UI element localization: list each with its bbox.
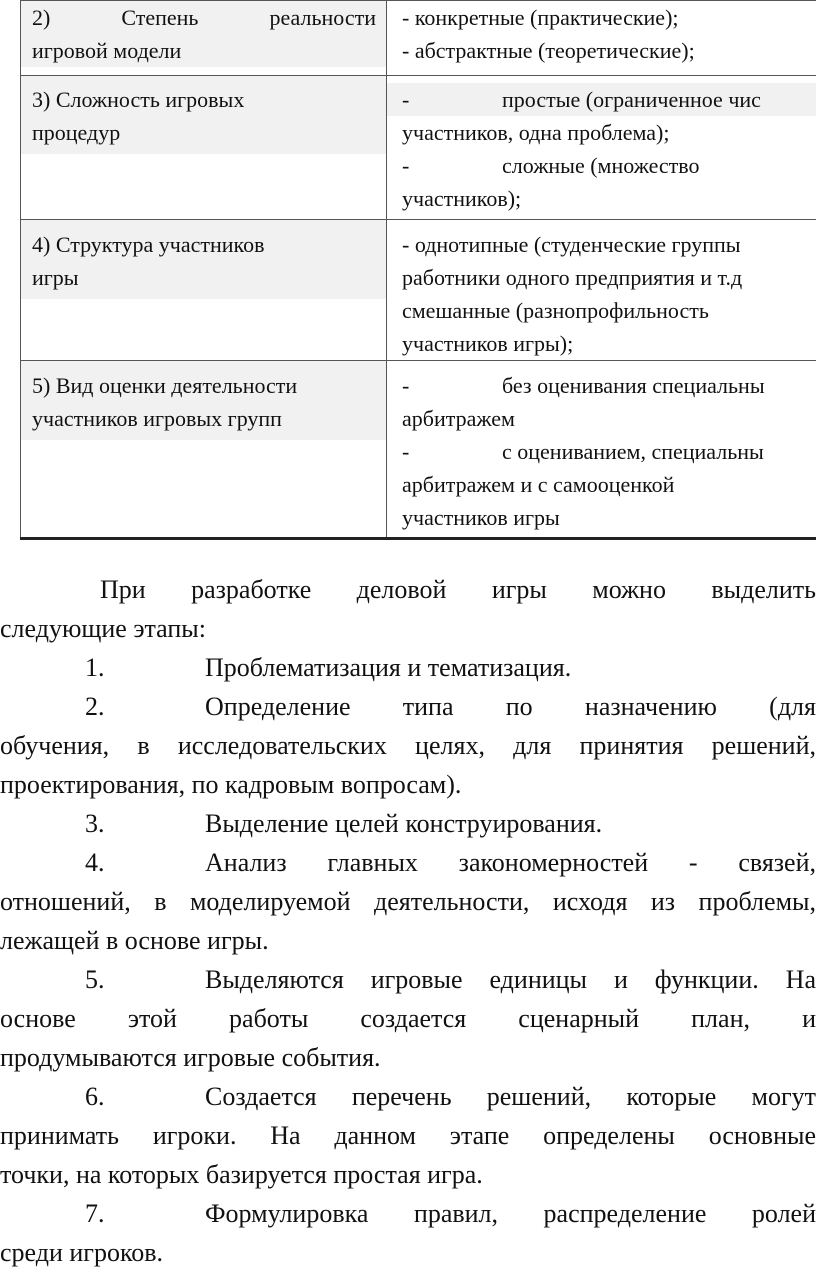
paragraph: следующие этапы: [0,614,206,643]
list-item: 5. Выделяются игровые единицы и функции. На основе этой работы создается сценарный план, и продумываются игровые события. [0,965,816,1072]
table-cell-types: - однотипные (студенческие группы работники одного предприятия и т.д смешанные (разнопрофильность участников игры); [402,232,743,356]
table-row [20,361,816,537]
table-row [20,76,816,220]
table-cell-types: - конкретные (практические); - абстрактные (теоретические); [402,5,695,63]
criteria-table [20,0,816,540]
table-cell-criterion: 2) Степень реальности игровой модели [20,1,387,75]
paragraph: При разработке деловой игры можно выделить [100,575,816,604]
table-cell-criterion: 3) Сложность игровых процедур [20,76,387,219]
table-cell-criterion: 4) Структура участников игры [20,220,387,360]
table-cell-criterion: 5) Вид оценки деятельности участников игровых групп [20,361,387,537]
list-item: 4. Анализ главных закономерностей - связей, отношений, в моделируемой деятельности, исходя из проблемы, лежащей в основе игры. [0,848,816,955]
table-cell-types: - простые (ограниченное чис участников, одна проблема); - сложные (множество участников); [387,76,816,219]
list-item: 2. Определение типа по назначению (для обучения, в исследовательских целях, для принятия решений, проектирования, по кадровым вопросам). [0,692,816,799]
table-cell-types: - без оценивания специальны арбитражем - с оцениванием, специальны арбитражем и с самооценкой участников игры [402,373,765,530]
table-row [20,220,816,361]
list-item: 1. Проблематизация и тематизация. [85,653,572,682]
list-item: 6. Создается перечень решений, которые могут принимать игроки. На данном этапе определены основные точки, на которых базируется простая игра. [0,1082,816,1189]
table-row [20,1,816,76]
list-item: 7. Формулировка правил, распределение ролей среди игроков. [0,1199,816,1267]
document-body [0,570,816,1272]
list-item: 3. Выделение целей конструирования. [85,809,603,838]
